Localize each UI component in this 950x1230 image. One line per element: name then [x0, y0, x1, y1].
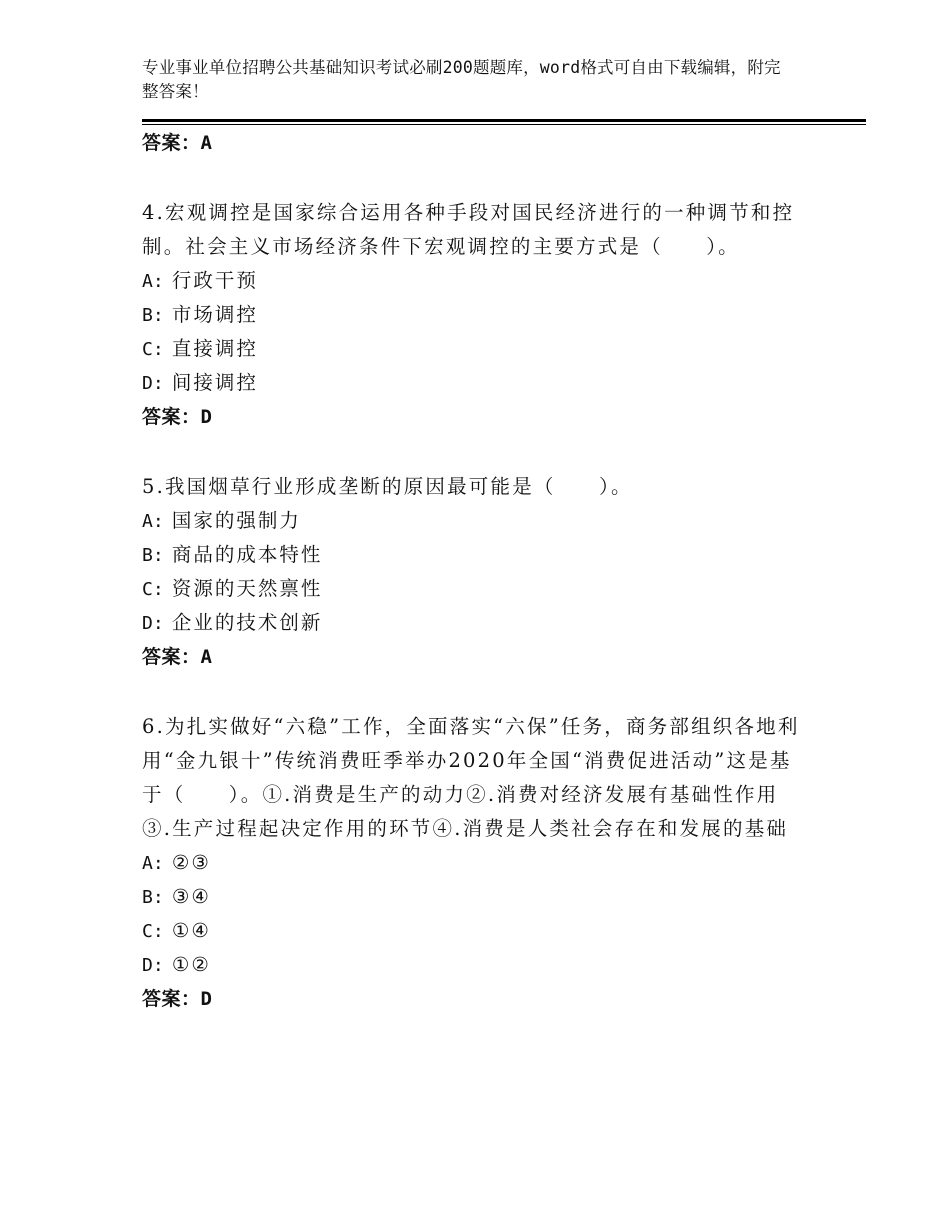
option-b — [142, 880, 802, 914]
answer-line: 答案：A — [142, 646, 213, 668]
document-header: 专业事业单位招聘公共基础知识考试必刷200题题库，word格式可自由下载编辑，附完整答案！ — [142, 58, 781, 101]
question-4 — [142, 196, 802, 434]
header-rule-thin — [142, 124, 866, 125]
option-c — [142, 572, 802, 606]
option-text: 市场调控 — [171, 303, 258, 326]
option-key: B: — [142, 545, 164, 566]
option-text: 商品的成本特性 — [171, 543, 323, 566]
option-text: ②③ — [171, 851, 211, 874]
question-text: 5.我国烟草行业形成垄断的原因最可能是（ ）。 — [142, 475, 633, 498]
option-key: C: — [142, 579, 164, 600]
question-6 — [142, 710, 802, 1016]
option-text: 行政干预 — [171, 269, 258, 292]
option-c — [142, 914, 802, 948]
option-text: ①② — [171, 953, 211, 976]
answer-line: 答案：A — [142, 132, 213, 154]
option-a — [142, 504, 802, 538]
answer-line: 答案：D — [142, 406, 213, 428]
option-key: B: — [142, 305, 164, 326]
option-text: 国家的强制力 — [171, 509, 301, 532]
option-b — [142, 538, 802, 572]
document-body — [142, 126, 802, 1016]
option-text: ③④ — [171, 885, 211, 908]
option-key: D: — [142, 373, 164, 394]
question-text: 6.为扎实做好“六稳”工作，全面落实“六保”任务，商务部组织各地利用“金九银十”传统消费旺季举办2020年全国“消费促进活动”这是基于（ ）。①.消费是生产的动力②.消费对经济发展有基础性作用③.生产过程起决定作用的环节④.消费是人类社会存在和发展的基础 — [142, 715, 800, 840]
answer-line: 答案：D — [142, 988, 213, 1010]
option-text: 直接调控 — [171, 337, 258, 360]
option-text: 资源的天然禀性 — [171, 577, 323, 600]
option-key: B: — [142, 887, 164, 908]
option-key: A: — [142, 271, 164, 292]
option-key: A: — [142, 511, 164, 532]
option-key: D: — [142, 613, 164, 634]
question-text: 4.宏观调控是国家综合运用各种手段对国民经济进行的一种调节和控制。社会主义市场经济条件下宏观调控的主要方式是（ ）。 — [142, 201, 795, 258]
header-rule-thick — [142, 119, 866, 122]
option-c — [142, 332, 802, 366]
option-text: 间接调控 — [171, 371, 258, 394]
option-a — [142, 264, 802, 298]
question-5 — [142, 470, 802, 674]
option-d — [142, 366, 802, 400]
option-key: D: — [142, 955, 164, 976]
option-d — [142, 606, 802, 640]
option-text: 企业的技术创新 — [171, 611, 323, 634]
option-text: ①④ — [171, 919, 211, 942]
option-b — [142, 298, 802, 332]
option-key: A: — [142, 853, 164, 874]
option-key: C: — [142, 339, 164, 360]
option-key: C: — [142, 921, 164, 942]
option-a — [142, 846, 802, 880]
option-d — [142, 948, 802, 982]
